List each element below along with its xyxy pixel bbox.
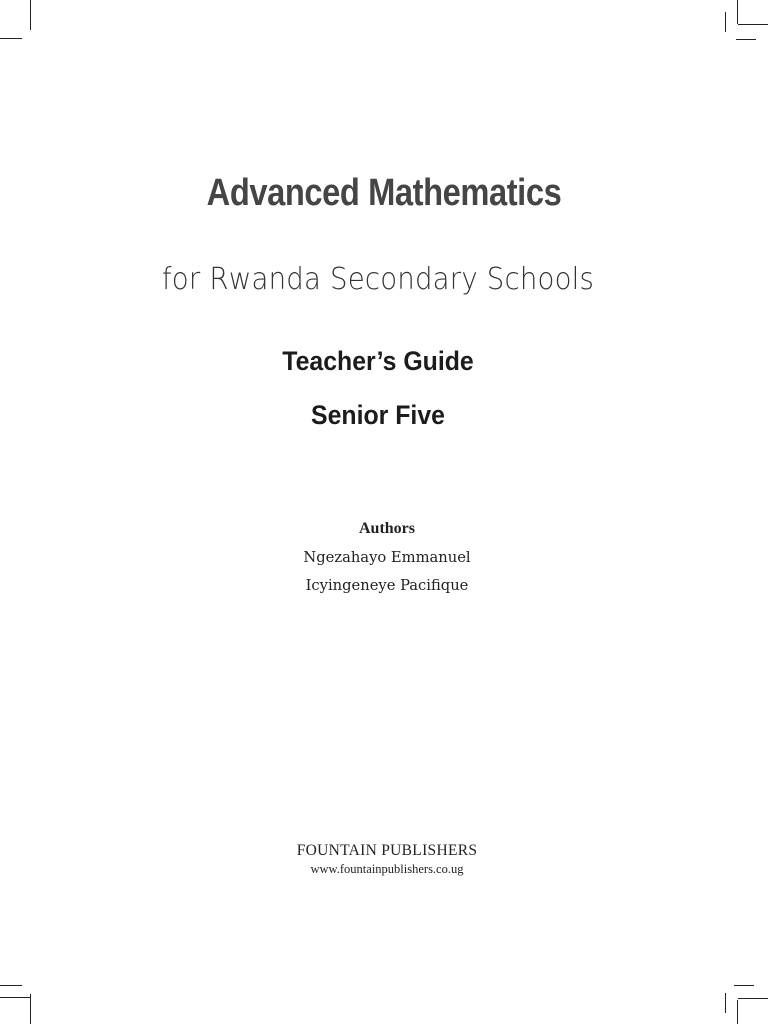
book-title: Advanced Mathematics [206,172,562,214]
crop-mark-bottom-right-horizontal [738,998,768,999]
guide-type: Teacher’s Guide [282,346,474,376]
publisher-website: www.fountainpublishers.co.ug [310,862,464,876]
publisher-name: FOUNTAIN PUBLISHERS [296,842,478,859]
crop-mark-bottom-left-horizontal [0,985,22,986]
crop-mark-bottom-left-horizontal-lower [0,997,30,998]
crop-mark-top-right-horizontal [738,24,768,25]
crop-mark-top-left-vertical [30,0,31,30]
grade-level: Senior Five [311,400,445,430]
crop-mark-top-right-vertical [725,12,726,32]
crop-mark-top-right-horizontal-inner [736,39,756,40]
crop-mark-bottom-right-vertical [725,993,726,1013]
author-name: Icyingeneye Pacifique [305,576,469,594]
author-name: Ngezahayo Emmanuel [303,548,471,566]
crop-mark-bottom-right-horizontal-inner [734,985,754,986]
book-subtitle: for Rwanda Secondary Schools [161,262,595,297]
authors-heading: Authors [358,520,415,537]
crop-mark-bottom-right-vertical-outer [737,1000,738,1024]
crop-mark-top-left-horizontal [0,38,22,39]
crop-mark-bottom-left-vertical [30,994,31,1024]
crop-mark-top-right-vertical-outer [737,0,738,24]
